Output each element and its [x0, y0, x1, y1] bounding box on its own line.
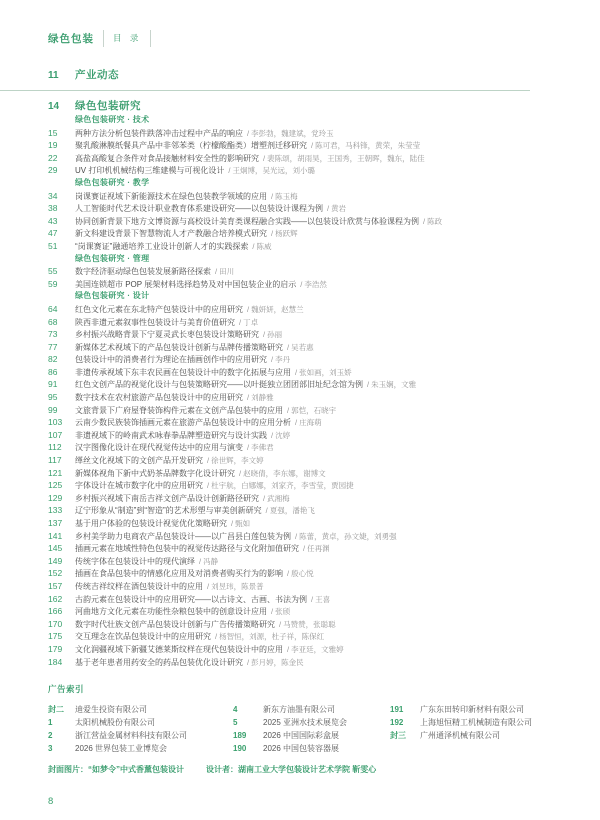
ad-index-columns	[48, 703, 570, 755]
toc-item-title: 美国连锁超市 POP 展架材料选择趋势及对中国包装企业的启示	[75, 279, 297, 289]
toc-item	[48, 278, 570, 291]
table-of-contents	[48, 68, 570, 668]
toc-item-page: 82	[48, 354, 58, 365]
toc-entry-industry-title: 产业动态	[75, 69, 119, 81]
toc-item-authors: / 杨智恒，刘源，杜子祥，陈保红	[215, 632, 325, 642]
toc-item	[48, 618, 570, 631]
toc-item-title: “岗课赛证”融通培养工业设计创新人才的实践探索	[75, 241, 249, 251]
toc-item-title: 云南少数民族装饰插画元素在旅游产品包装设计中的应用分析	[75, 418, 291, 428]
toc-item-page: 51	[48, 240, 58, 251]
ad-index-column	[233, 703, 390, 755]
toc-item-title: 文旅背景下广府屋脊装饰构件元素在文创产品包装中的应用	[75, 405, 283, 415]
toc-item-authors: / 裴陈颂，胡雨昊，王国秀，王朝晖，魏东，陆佳	[263, 153, 425, 163]
header-divider-left	[103, 30, 104, 47]
toc-item-authors: / 沈婷	[271, 430, 291, 440]
toc-item	[48, 467, 570, 480]
ad-index-row	[233, 729, 390, 742]
toc-item-title: 字体设计在城市数字化中的应用研究	[75, 481, 203, 491]
toc-item-authors: / 刘静雅	[247, 393, 274, 403]
toc-item	[48, 164, 570, 177]
toc-item	[48, 479, 570, 492]
ad-index-column	[48, 703, 233, 755]
toc-item	[48, 567, 570, 580]
toc-item-authors: / 陈政	[423, 216, 443, 226]
toc-item-authors: / 冯静	[199, 556, 219, 566]
toc-entry-industry	[48, 68, 570, 83]
ad-index-advertiser: 2026 中国包装容器展	[263, 744, 340, 754]
toc-item-page: 29	[48, 165, 58, 176]
page-number: 8	[48, 796, 54, 808]
toc-item-authors: / 陈威	[252, 241, 272, 251]
toc-item-page: 184	[48, 656, 63, 667]
cover-note-line	[48, 764, 570, 775]
ad-index-page: 3	[48, 744, 53, 754]
ad-index-column	[390, 703, 570, 755]
toc-item-page: 73	[48, 329, 58, 340]
toc-item-authors: / 李亚廷，文雅婷	[287, 644, 344, 654]
toc-item-page: 179	[48, 643, 63, 654]
toc-item	[48, 202, 570, 215]
toc-item-authors: / 赵晓倩，李东娜，谢博文	[239, 468, 326, 478]
ad-index-advertiser: 2025 亚洲水技术展览会	[263, 718, 348, 728]
toc-item-page: 162	[48, 593, 63, 604]
toc-item-title: 陕西非遗元素叙事性包装设计与美育价值研究	[75, 317, 235, 327]
toc-item	[48, 227, 570, 240]
toc-item-page: 145	[48, 543, 63, 554]
toc-item	[48, 530, 570, 543]
ad-index-advertiser: 2026 世界包装工业博览会	[75, 744, 168, 754]
toc-item-page: 152	[48, 568, 63, 579]
toc-item-authors: / 王炯博，吴光远，刘小璐	[228, 166, 316, 176]
toc-item-page: 125	[48, 480, 63, 491]
toc-item-title: 数字技术在农村旅游产品包装设计中的应用研究	[75, 393, 243, 403]
toc-group-heading: 绿色包装研究 · 管理	[75, 253, 150, 263]
toc-item-title: 红色文创产品的视觉化设计与包装策略研究——以叶挺独立团团部旧址纪念馆为例	[75, 380, 363, 390]
toc-item	[48, 240, 570, 253]
toc-item	[48, 341, 570, 354]
toc-item	[48, 593, 570, 606]
toc-item-title: 乡村美学助力电商农产品包装设计——以广昌县白莲包装为例	[75, 531, 291, 541]
toc-item-title: 高盐高酸复合条件对食品接触材料安全性的影响研究	[75, 153, 259, 163]
toc-item-page: 166	[48, 606, 63, 617]
toc-item	[48, 429, 570, 442]
ad-index-advertiser: 太阳机械股份有限公司	[75, 718, 155, 728]
ad-index-advertiser: 2026 中国国际彩盒展	[263, 731, 340, 741]
toc-item-page: 149	[48, 555, 63, 566]
toc-item-page: 38	[48, 203, 58, 214]
toc-item-page: 121	[48, 467, 63, 478]
ad-index-page: 191	[390, 705, 404, 715]
toc-item-page: 59	[48, 278, 58, 289]
toc-entry-industry-page: 11	[48, 70, 59, 81]
toc-item	[48, 504, 570, 517]
toc-item	[48, 328, 570, 341]
toc-item-title: 传统字体在包装设计中的现代演绎	[75, 556, 195, 566]
cover-image-note: 封面图片：“如梦令”中式香薰包装设计	[48, 765, 184, 775]
ad-index-row	[233, 703, 390, 716]
toc-item-authors: / 任再渊	[303, 544, 330, 554]
toc-item-title: 数字经济驱动绿色包装发展新路径探索	[75, 267, 211, 277]
toc-item-page: 55	[48, 266, 58, 277]
ad-index-page: 1	[48, 718, 53, 728]
toc-item-title: 新媒体视角下新中式奶茶品牌数字化设计研究	[75, 468, 235, 478]
toc-item-page: 77	[48, 341, 58, 352]
toc-item-authors: / 庄海萌	[295, 418, 322, 428]
toc-entry-research	[48, 99, 570, 114]
toc-item	[48, 127, 570, 140]
toc-item-page: 22	[48, 152, 58, 163]
toc-item-title: 数字时代壮族文创产品包装设计创新与广告传播策略研究	[75, 619, 275, 629]
ad-index-advertiser: 上海旭恒精工机械制造有限公司	[420, 718, 532, 728]
toc-label: 目 录	[113, 33, 142, 43]
toc-item-page: 86	[48, 366, 58, 377]
toc-item	[48, 265, 570, 278]
ad-index-row	[390, 716, 570, 729]
toc-item-title: 聚乳酸淋膜纸餐具产品中非邻苯类（柠檬酸酯类）增塑剂迁移研究	[75, 141, 307, 151]
toc-item-page: 91	[48, 379, 58, 390]
toc-item-authors: / 甄如	[231, 519, 251, 528]
toc-item-authors: / 吴若惠	[287, 342, 314, 352]
toc-item-authors: / 刘昱玮，陈景普	[207, 581, 264, 591]
toc-item-authors: / 李浩然	[300, 279, 327, 289]
toc-item-title: 交互理念在饮品包装设计中的应用研究	[75, 632, 211, 642]
toc-group-heading: 绿色包装研究 · 技术	[75, 115, 150, 124]
toc-item-authors: / 田川	[215, 267, 235, 277]
page-header	[48, 28, 570, 48]
toc-item-title: 插画元素在地域性特色包装中的视觉传达路径与文化附加值研究	[75, 544, 299, 554]
section-divider-rule	[0, 90, 530, 91]
toc-item	[48, 492, 570, 505]
toc-item-page: 175	[48, 631, 63, 642]
toc-item-title: 乡村振兴战略背景下宁夏灵武长枣包装设计策略研究	[75, 330, 259, 340]
toc-item-title: 红色文化元素在东北特产包装设计中的应用研究	[75, 304, 243, 314]
toc-item-title: 岗课赛证视域下新能源技术在绿色包装教学领域的应用	[75, 191, 267, 201]
toc-item-page: 157	[48, 580, 63, 591]
ad-index-page: 5	[233, 718, 238, 728]
toc-item-authors: / 殷心悦	[287, 569, 314, 579]
toc-item	[48, 404, 570, 417]
ad-index-advertiser: 浙江营益金属材料科技有限公司	[75, 731, 187, 741]
ad-index-page: 封三	[390, 731, 406, 741]
toc-item-authors: / 张颀	[271, 607, 291, 617]
toc-item-page: 141	[48, 530, 63, 541]
ad-index-row	[390, 729, 570, 742]
ad-index-row	[233, 742, 390, 755]
toc-item-authors: / 郭恺，石晓宇	[287, 405, 337, 415]
toc-item-authors: / 杨跃辉	[271, 229, 298, 239]
toc-item-page: 43	[48, 215, 58, 226]
ad-index-page: 2	[48, 731, 53, 741]
toc-item-page: 117	[48, 455, 62, 466]
ad-index-advertiser: 新东方油墨有限公司	[263, 705, 335, 715]
toc-item	[48, 316, 570, 329]
toc-item-authors: / 张如画，刘玉娇	[295, 367, 352, 377]
ad-index-row	[233, 716, 390, 729]
toc-item-title: 包装设计中的消费者行为理论在插画创作中的应用研究	[75, 355, 267, 365]
toc-item-authors: / 王喜	[311, 594, 331, 604]
toc-item	[48, 190, 570, 203]
toc-item	[48, 555, 570, 568]
toc-group-heading: 绿色包装研究 · 设计	[75, 291, 150, 301]
toc-item-authors: / 黄岩	[327, 204, 347, 214]
toc-item	[48, 152, 570, 165]
toc-group-heading: 绿色包装研究 · 教学	[75, 177, 150, 187]
ad-index-row	[48, 742, 233, 755]
toc-item-authors: / 李丹	[271, 355, 291, 365]
toc-entry-research-title: 绿色包装研究	[75, 100, 141, 112]
ad-index-advertiser: 广州通泽机械有限公司	[420, 731, 500, 741]
header-divider-right	[150, 30, 151, 47]
toc-item-page: 99	[48, 404, 58, 415]
toc-item	[48, 630, 570, 643]
toc-item	[48, 353, 570, 366]
ad-index-page: 封二	[48, 705, 64, 715]
designer-note: 设计者：湖南工业大学包装设计艺术学院 靳雯心	[206, 765, 377, 775]
toc-item	[48, 542, 570, 555]
toc-item-authors: / 魏妍妍，赵慧兰	[247, 304, 304, 314]
toc-item-page: 34	[48, 190, 58, 201]
toc-item	[48, 517, 570, 530]
toc-item-page: 19	[48, 140, 58, 151]
toc-item-page: 112	[48, 442, 62, 453]
toc-item-title: 古韵元素在包装设计中的应用研究——以古诗文、古画、书法为例	[75, 594, 307, 604]
toc-item-title: UV 打印机机械结构三维建模与可视化设计	[75, 166, 225, 176]
toc-item-authors: / 彭月婷，陈金民	[247, 657, 304, 667]
toc-item	[48, 605, 570, 618]
ad-index-advertiser: 迪爱生投资有限公司	[75, 705, 147, 715]
toc-item-title: 基于老年患者用药安全的药品包装优化设计研究	[75, 657, 243, 667]
toc-item-page: 95	[48, 392, 58, 403]
toc-item-title: 新媒体艺术视域下的产品包装设计创新与品牌传播策略研究	[75, 342, 283, 352]
toc-item	[48, 416, 570, 429]
toc-item-authors: / 徐世辉，李文婷	[207, 456, 264, 466]
ad-index-page: 4	[233, 705, 238, 715]
toc-item-authors: / 夏强，潘艳飞	[265, 506, 315, 516]
toc-item-authors: / 武湘梅	[263, 493, 290, 503]
ad-index-page: 192	[390, 718, 404, 728]
toc-item-authors: / 丁卓	[239, 317, 259, 327]
toc-item-page: 103	[48, 417, 63, 428]
toc-item-authors: / 孙丽	[263, 330, 283, 340]
ad-index-page: 189	[233, 731, 247, 741]
toc-item-authors: / 陈蕾，黄卓，孙文婕，刘勇强	[295, 531, 397, 541]
toc-item-title: 基于用户体验的包装设计视觉优化策略研究	[75, 519, 227, 528]
toc-item-page: 64	[48, 303, 58, 314]
ad-index-advertiser: 广东东田转印新材料有限公司	[420, 705, 524, 715]
toc-item-authors: / 朱玉娴，文雅	[367, 380, 417, 390]
toc-item-page: 68	[48, 316, 58, 327]
toc-item	[48, 580, 570, 593]
toc-entry-research-page: 14	[48, 101, 60, 112]
toc-item	[48, 215, 570, 228]
toc-item-title: 非遗传承视域下东丰农民画在包装设计中的数字化拓展与应用	[75, 367, 291, 377]
toc-item-title: 人工智能时代艺术设计职业教育体系建设研究——以包装设计课程为例	[75, 204, 323, 214]
toc-item	[48, 643, 570, 656]
magazine-title: 绿色包装	[48, 32, 94, 45]
toc-item-title: 文化润疆视域下新疆艾德莱斯纹样在现代包装设计中的应用	[75, 644, 283, 654]
toc-item-title: 乡村振兴视域下南岳吉祥文创产品设计创新路径研究	[75, 493, 259, 503]
toc-item-page: 129	[48, 492, 63, 503]
toc-item	[48, 441, 570, 454]
ad-index-row	[48, 703, 233, 716]
toc-item	[48, 454, 570, 467]
toc-item-page: 170	[48, 618, 63, 629]
toc-item-title: 河曲地方文化元素在功能性杂粮包装中的创意设计应用	[75, 607, 267, 617]
toc-item	[48, 391, 570, 404]
toc-item-page: 15	[48, 127, 58, 138]
toc-item-title: 汉字图像化设计在现代视觉传达中的应用与演变	[75, 443, 243, 453]
toc-item	[48, 303, 570, 316]
toc-groups	[48, 114, 570, 668]
toc-item-title: 两种方法分析包装件跌落冲击过程中产品的响应	[75, 128, 243, 138]
toc-item-title: 插画在食品包装中的情感化应用及对消费者购买行为的影响	[75, 569, 283, 579]
toc-item-authors: / 李彭勃，魏建斌，党玲玉	[247, 128, 334, 138]
toc-item	[48, 366, 570, 379]
toc-item-authors: / 杜宇航，白娜娜，刘家齐，李雪莹，贾园捷	[207, 481, 354, 491]
toc-item-page: 47	[48, 228, 58, 239]
toc-item-title: 缂丝文化视域下的文创产品开发研究	[75, 456, 203, 466]
ad-index-row	[390, 703, 570, 716]
toc-item	[48, 656, 570, 669]
toc-item-authors: / 陈可君，马科锋，黄荣，朱莹莹	[311, 141, 421, 151]
ad-index	[48, 683, 570, 755]
toc-item	[48, 139, 570, 152]
toc-item-authors: / 李佛君	[247, 443, 274, 453]
toc-item-title: 非遗视域下的岭南武术咏春拳品牌塑造研究与设计实践	[75, 430, 267, 440]
toc-item-page: 107	[48, 429, 63, 440]
ad-index-row	[48, 716, 233, 729]
toc-item-authors: / 马赞赞，张聪聪	[279, 619, 336, 629]
toc-item-title: 辽宁形象从“制造”到“智造”的艺术形塑与审美创新研究	[75, 506, 262, 516]
ad-index-page: 190	[233, 744, 247, 754]
toc-item-title: 协同创新背景下地方文博资源与高校设计美育类课程融合实践——以包装设计欣赏与体验课程为例	[75, 216, 419, 226]
toc-item-authors: / 陈玉梅	[271, 191, 298, 201]
toc-item-page: 133	[48, 505, 63, 516]
ad-index-row	[48, 729, 233, 742]
ad-index-heading: 广告索引	[48, 684, 85, 695]
toc-item-page: 137	[48, 518, 63, 528]
toc-item	[48, 378, 570, 391]
toc-item-title: 新文科建设背景下智慧物流人才产教融合培养模式研究	[75, 229, 267, 239]
toc-item-title: 传统吉祥纹样在酒包装设计中的应用	[75, 581, 203, 591]
